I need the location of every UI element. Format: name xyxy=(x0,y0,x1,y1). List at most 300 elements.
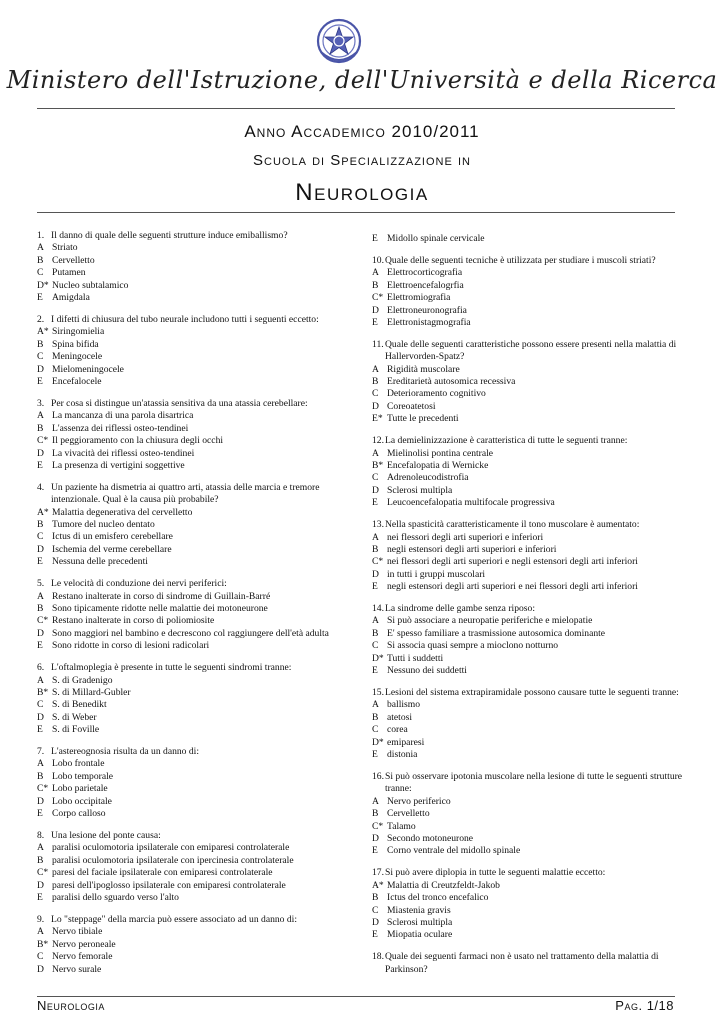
answer-option xyxy=(372,532,692,544)
option-text: S. di Benedikt xyxy=(52,699,107,711)
option-text: Elettroencefalogrfia xyxy=(387,279,464,291)
option-text: Miopatia oculare xyxy=(387,929,453,941)
answer-option xyxy=(372,821,692,833)
questions-left-column xyxy=(37,230,357,985)
option-letter: B xyxy=(372,892,379,904)
option-text: Sclerosi multipla xyxy=(387,916,453,928)
question-text: Lo "steppage" della marcia può essere associato ad un danno di: xyxy=(51,913,297,925)
option-text: Tutti i suddetti xyxy=(387,652,444,664)
answer-option xyxy=(372,880,692,892)
option-text: Malattia degenerativa del cervelletto xyxy=(52,506,193,518)
option-text: Nucleo subtalamico xyxy=(52,279,129,291)
option-letter: C* xyxy=(372,556,384,568)
option-letter: A xyxy=(37,758,44,770)
question-text: Una lesione del ponte causa: xyxy=(51,829,161,841)
answer-option xyxy=(372,808,692,820)
option-text: corea xyxy=(387,724,408,736)
question-number: 9. xyxy=(37,913,45,925)
option-text: Deterioramento cognitivo xyxy=(387,388,486,400)
answer-option xyxy=(372,845,692,857)
answer-option xyxy=(37,507,357,519)
question-text-row xyxy=(37,746,357,758)
option-letter: B xyxy=(372,376,379,388)
option-text: Nessuno dei suddetti xyxy=(387,665,467,677)
answer-option xyxy=(372,544,692,556)
answer-option xyxy=(37,339,357,351)
option-text: Ictus di un emisfero cerebellare xyxy=(52,531,173,543)
answer-option xyxy=(37,591,357,603)
question-text: Per cosa si distingue un'atassia sensitiva da una atassia cerebellare: xyxy=(51,397,308,409)
option-letter: B* xyxy=(37,938,49,950)
option-letter: C* xyxy=(372,292,384,304)
question xyxy=(37,662,357,736)
answer-option xyxy=(372,833,692,845)
question-text: Quale delle seguenti caratteristiche possono essere presenti nella malattia di Hallervorden-Spatz? xyxy=(385,338,677,363)
header-divider xyxy=(37,108,675,109)
question-number: 13. xyxy=(372,519,384,531)
question-text-row xyxy=(37,230,357,242)
answer-option xyxy=(372,401,692,413)
option-letter: E xyxy=(37,292,43,304)
answer-option xyxy=(37,376,357,388)
option-letter: E xyxy=(372,749,378,761)
question-number: 1. xyxy=(37,230,45,241)
option-letter: A xyxy=(37,842,44,854)
question-text-row xyxy=(37,398,357,410)
option-letter: D xyxy=(37,447,44,459)
answer-option xyxy=(372,640,692,652)
option-text: Si associa quasi sempre a mioclono notturno xyxy=(387,640,559,652)
answer-option xyxy=(37,771,357,783)
option-letter: A xyxy=(372,615,379,627)
option-text: paresi del faciale ipsilaterale con emiparesi controlaterale xyxy=(52,867,273,879)
option-letter: E xyxy=(372,497,378,509)
ministry-title: Ministero dell'Istruzione, dell'Università e della Ricerca xyxy=(6,66,718,94)
option-text: Lobo frontale xyxy=(52,758,105,770)
option-letter: B xyxy=(37,519,44,531)
option-text: Talamo xyxy=(387,820,416,832)
option-text: negli estensori degli arti superiori e inferiori xyxy=(387,543,557,555)
question-text: Nella spasticità caratteristicamente il tono muscolare è aumentato: xyxy=(385,519,640,531)
option-text: Ictus del tronco encefalico xyxy=(387,892,489,904)
page-number: Pag. 1/18 xyxy=(615,998,674,1013)
question xyxy=(37,746,357,820)
option-text: E' spesso familiare a trasmissione autosomica dominante xyxy=(387,627,606,639)
option-letter: A xyxy=(372,699,379,711)
option-letter: B xyxy=(37,338,44,350)
question-number: 17. xyxy=(372,867,384,879)
answer-option xyxy=(372,305,692,317)
question-number: 3. xyxy=(37,397,45,409)
option-letter: B* xyxy=(37,686,49,698)
option-letter: C xyxy=(372,388,379,400)
answer-option xyxy=(372,233,692,245)
option-letter: C xyxy=(37,951,44,963)
answer-option xyxy=(37,808,357,820)
answer-option xyxy=(37,964,357,976)
answer-option xyxy=(37,699,357,711)
question-text: Un paziente ha dismetria ai quattro arti, atassia delle marcia e tremore intenzionale. Qual è la causa più probabile? xyxy=(51,481,320,506)
option-letter: C xyxy=(372,640,379,652)
option-letter: D xyxy=(372,400,379,412)
option-text: Sono maggiori nel bambino e decrescono col raggiungere dell'età adulta xyxy=(52,627,329,639)
question-text-row xyxy=(372,339,692,364)
answer-option xyxy=(372,796,692,808)
question-text-row xyxy=(37,482,357,507)
option-letter: B xyxy=(37,854,44,866)
option-letter: C* xyxy=(37,435,49,447)
answer-option xyxy=(37,531,357,543)
option-letter: A xyxy=(372,795,379,807)
option-text: nei flessori degli arti superiori e negli estensori degli arti inferiori xyxy=(387,556,638,568)
option-letter: A xyxy=(37,590,44,602)
option-text: Sono tipicamente ridotte nelle malattie dei motoneurone xyxy=(52,602,268,614)
option-letter: D xyxy=(372,916,379,928)
option-letter: C xyxy=(372,472,379,484)
question-text: Le velocità di conduzione dei nervi periferici: xyxy=(51,578,227,590)
option-text: Elettroneuronografia xyxy=(387,304,467,316)
answer-option xyxy=(372,448,692,460)
option-text: Adrenoleucodistrofia xyxy=(387,472,469,484)
question-text-row xyxy=(37,914,357,926)
answer-option xyxy=(37,448,357,460)
option-letter: D xyxy=(372,832,379,844)
option-text: Sono ridotte in corso di lesioni radicolari xyxy=(52,640,210,652)
option-text: Nervo surale xyxy=(52,963,102,975)
question xyxy=(372,519,692,593)
answer-option xyxy=(37,603,357,615)
option-letter: B xyxy=(37,602,44,614)
answer-option xyxy=(37,724,357,736)
option-letter: E xyxy=(372,581,378,593)
question xyxy=(37,830,357,904)
option-letter: E xyxy=(37,640,43,652)
option-letter: D xyxy=(37,627,44,639)
option-letter: B xyxy=(372,711,379,723)
option-text: Ischemia del verme cerebellare xyxy=(52,543,172,555)
option-text: Meningocele xyxy=(52,351,103,363)
answer-option xyxy=(372,615,692,627)
option-letter: D xyxy=(37,963,44,975)
option-text: S. di Gradenigo xyxy=(52,674,113,686)
answer-option xyxy=(372,280,692,292)
option-letter: E xyxy=(372,665,378,677)
answer-option xyxy=(37,242,357,254)
question-text-row xyxy=(37,314,357,326)
question xyxy=(37,230,357,304)
question-text: Quale dei seguenti farmaci non è usato nel trattamento della malattia di Parkinson? xyxy=(385,951,659,975)
option-text: Nervo periferico xyxy=(387,795,451,807)
answer-option xyxy=(372,724,692,736)
option-text: Nervo peroneale xyxy=(52,938,116,950)
option-letter: B xyxy=(372,808,379,820)
option-text: emiparesi xyxy=(387,736,425,748)
option-text: Malattia di Creutzfeldt-Jakob xyxy=(387,879,500,891)
question-text-row xyxy=(372,519,692,531)
question-number: 7. xyxy=(37,746,45,758)
option-text: Mielomeningocele xyxy=(52,363,124,375)
option-letter: D xyxy=(37,711,44,723)
option-text: Corno ventrale del midollo spinale xyxy=(387,845,521,857)
answer-option xyxy=(372,628,692,640)
answer-option xyxy=(37,687,357,699)
question-number: 5. xyxy=(37,578,45,590)
answer-option xyxy=(372,376,692,388)
question-text-row xyxy=(372,255,692,267)
option-letter: D xyxy=(37,363,44,375)
answer-option xyxy=(37,640,357,652)
answer-option xyxy=(37,615,357,627)
question xyxy=(372,435,692,509)
answer-option xyxy=(37,951,357,963)
answer-option xyxy=(372,699,692,711)
question-number: 11. xyxy=(372,338,384,350)
option-letter: A xyxy=(37,410,44,422)
option-text: Nessuna delle precedenti xyxy=(52,556,148,568)
question xyxy=(372,687,692,761)
option-text: Nervo femorale xyxy=(52,951,113,963)
question xyxy=(372,255,692,329)
academic-year: Anno Accademico 2010/2011 xyxy=(244,122,480,141)
option-text: Leucoencefalopatia multifocale progressiva xyxy=(387,497,555,509)
option-text: La presenza di vertigini soggettive xyxy=(52,459,185,471)
question-number: 4. xyxy=(37,481,45,493)
option-letter: E* xyxy=(372,413,383,425)
question-number: 15. xyxy=(372,687,384,698)
question xyxy=(372,233,692,245)
option-text: Lobo temporale xyxy=(52,770,114,782)
option-text: Restano inalterate in corso di sindrome di Guillain-Barré xyxy=(52,590,271,602)
answer-option xyxy=(372,905,692,917)
answer-option xyxy=(372,581,692,593)
option-letter: D* xyxy=(372,652,384,664)
option-letter: C xyxy=(372,904,379,916)
question-number: 14. xyxy=(372,603,384,615)
option-letter: E xyxy=(37,375,43,387)
answer-option xyxy=(37,867,357,879)
option-letter: A* xyxy=(37,506,49,518)
option-text: Ereditarietà autosomica recessiva xyxy=(387,376,516,388)
option-letter: A xyxy=(372,267,379,279)
option-letter: B xyxy=(37,422,44,434)
answer-option xyxy=(37,855,357,867)
option-letter: A xyxy=(372,531,379,543)
option-text: Encefalocele xyxy=(52,375,102,387)
answer-option xyxy=(37,460,357,472)
answer-option xyxy=(372,472,692,484)
question xyxy=(372,771,692,858)
option-text: distonia xyxy=(387,749,418,761)
answer-option xyxy=(372,292,692,304)
option-letter: B* xyxy=(372,460,384,471)
question xyxy=(372,867,692,941)
answer-option xyxy=(372,917,692,929)
answer-option xyxy=(37,519,357,531)
answer-option xyxy=(37,292,357,304)
question-text: Si può osservare ipotonia muscolare nella lesione di tutte le seguenti strutture tranne: xyxy=(385,770,683,795)
option-letter: D xyxy=(37,543,44,555)
answer-option xyxy=(372,929,692,941)
questions-right-column xyxy=(372,233,692,986)
answer-option xyxy=(37,892,357,904)
answer-option xyxy=(37,364,357,376)
answer-option xyxy=(37,435,357,447)
option-text: S. di Foville xyxy=(52,724,100,736)
option-text: Rigidità muscolare xyxy=(387,363,460,375)
option-text: Corpo calloso xyxy=(52,808,106,820)
option-letter: A* xyxy=(372,879,384,891)
answer-option xyxy=(37,280,357,292)
answer-option xyxy=(372,749,692,761)
option-text: nei flessori degli arti superiori e inferiori xyxy=(387,531,544,543)
footer-divider xyxy=(37,996,675,997)
question-text-row xyxy=(37,578,357,590)
answer-option xyxy=(37,712,357,724)
answer-option xyxy=(372,485,692,497)
option-letter: E xyxy=(372,316,378,328)
option-text: paralisi dello sguardo verso l'alto xyxy=(52,892,179,903)
question xyxy=(37,314,357,388)
question-text: Quale delle seguenti tecniche è utilizzata per studiare i muscoli striati? xyxy=(385,254,656,266)
answer-option xyxy=(372,712,692,724)
question xyxy=(37,398,357,472)
option-letter: A xyxy=(372,363,379,375)
answer-option xyxy=(372,653,692,665)
option-text: S. di Weber xyxy=(52,711,97,723)
option-text: Tumore del nucleo dentato xyxy=(52,519,155,531)
option-text: paresi dell'ipoglosso ipsilaterale con emiparesi controlaterale xyxy=(52,879,286,891)
answer-option xyxy=(37,267,357,279)
option-letter: B xyxy=(372,543,379,555)
option-letter: D* xyxy=(37,279,49,291)
question-text-row xyxy=(372,603,692,615)
option-text: Tutte le precedenti xyxy=(387,413,459,425)
option-letter: B xyxy=(372,627,379,639)
question xyxy=(372,603,692,677)
option-text: Mielinolisi pontina centrale xyxy=(387,447,494,459)
option-text: Striato xyxy=(52,242,78,254)
option-text: paralisi oculomotoria ipsilaterale con emiparesi controlaterale xyxy=(52,842,290,854)
answer-option xyxy=(37,880,357,892)
answer-option xyxy=(372,497,692,509)
option-letter: E xyxy=(372,233,378,244)
option-letter: A xyxy=(37,242,44,254)
option-text: Elettrocorticografia xyxy=(387,267,463,279)
answer-option xyxy=(37,544,357,556)
option-letter: B xyxy=(37,770,44,782)
option-letter: A xyxy=(372,447,379,459)
answer-option xyxy=(37,783,357,795)
question-text-row xyxy=(372,867,692,879)
answer-option xyxy=(37,628,357,640)
question-text: Il danno di quale delle seguenti strutture induce emiballismo? xyxy=(51,230,288,241)
option-letter: D xyxy=(372,568,379,580)
question-text: Lesioni del sistema extrapiramidale possono causare tutte le seguenti tranne: xyxy=(385,687,679,698)
option-text: negli estensori degli arti superiori e nei flessori degli arti inferiori xyxy=(387,581,638,593)
answer-option xyxy=(372,665,692,677)
option-letter: C xyxy=(37,351,44,363)
answer-option xyxy=(37,351,357,363)
option-text: Siringomielia xyxy=(52,326,105,338)
option-letter: E xyxy=(37,556,43,568)
answer-option xyxy=(372,364,692,376)
answer-option xyxy=(37,758,357,770)
option-text: Lobo parietale xyxy=(52,783,108,795)
question-number: 8. xyxy=(37,829,45,841)
option-letter: C* xyxy=(37,867,49,879)
option-text: Elettromiografia xyxy=(387,292,451,304)
question-text: La sindrome delle gambe senza riposo: xyxy=(385,603,535,615)
option-text: La mancanza di una parola disartrica xyxy=(52,410,194,422)
answer-option xyxy=(372,317,692,329)
question xyxy=(37,578,357,652)
answer-option xyxy=(372,569,692,581)
question-text-row xyxy=(372,687,692,699)
option-text: Encefalopatia di Wernicke xyxy=(387,460,489,471)
option-letter: A xyxy=(37,926,44,938)
option-letter: E xyxy=(372,929,378,941)
option-letter: A xyxy=(37,674,44,686)
option-text: atetosi xyxy=(387,711,413,723)
answer-option xyxy=(372,892,692,904)
question-number: 18. xyxy=(372,951,384,963)
option-text: Cervelletto xyxy=(52,254,95,266)
option-text: Elettronistagmografia xyxy=(387,316,471,328)
question-text: Si può avere diplopia in tutte le seguenti malattie eccetto: xyxy=(385,867,606,879)
option-letter: C* xyxy=(37,615,49,627)
question-text: I difetti di chiusura del tubo neurale includono tutti i seguenti eccetto: xyxy=(51,313,319,325)
question-text-row xyxy=(372,435,692,447)
option-letter: E xyxy=(37,808,43,820)
question xyxy=(37,914,357,976)
option-letter: D xyxy=(37,795,44,807)
option-letter: B xyxy=(37,254,44,266)
option-letter: C xyxy=(372,724,379,736)
option-text: Midollo spinale cervicale xyxy=(387,233,485,244)
answer-option xyxy=(37,326,357,338)
question-text-row xyxy=(372,771,692,796)
question-text-row xyxy=(372,951,692,976)
question xyxy=(372,951,692,976)
answer-option xyxy=(37,675,357,687)
option-text: Spina bifida xyxy=(52,338,99,350)
question-text-row xyxy=(37,662,357,674)
option-letter: D* xyxy=(372,736,384,748)
answer-option xyxy=(372,388,692,400)
option-text: Restano inalterate in corso di poliomiosite xyxy=(52,615,215,627)
option-text: in tutti i gruppi muscolari xyxy=(387,568,486,580)
option-letter: B xyxy=(372,279,379,291)
answer-option xyxy=(37,939,357,951)
option-text: Amigdala xyxy=(52,292,90,304)
specialty-title: Neurologia xyxy=(295,179,429,206)
option-text: Cervelletto xyxy=(387,808,430,820)
option-text: La vivacità dei riflessi osteo-tendinei xyxy=(52,447,195,459)
answer-option xyxy=(372,460,692,472)
option-text: Putamen xyxy=(52,267,86,279)
option-text: Nervo tibiale xyxy=(52,926,103,938)
option-letter: C xyxy=(37,267,44,279)
question-text-row xyxy=(37,830,357,842)
question xyxy=(372,339,692,426)
option-text: paralisi oculomotoria ipsilaterale con ipercinesia controlaterale xyxy=(52,854,294,866)
question-text: L'oftalmoplegia è presente in tutte le seguenti sindromi tranne: xyxy=(51,662,292,674)
answer-option xyxy=(372,267,692,279)
question-number: 2. xyxy=(37,313,45,325)
answer-option xyxy=(372,413,692,425)
option-letter: D xyxy=(37,879,44,891)
option-letter: C xyxy=(37,531,44,543)
